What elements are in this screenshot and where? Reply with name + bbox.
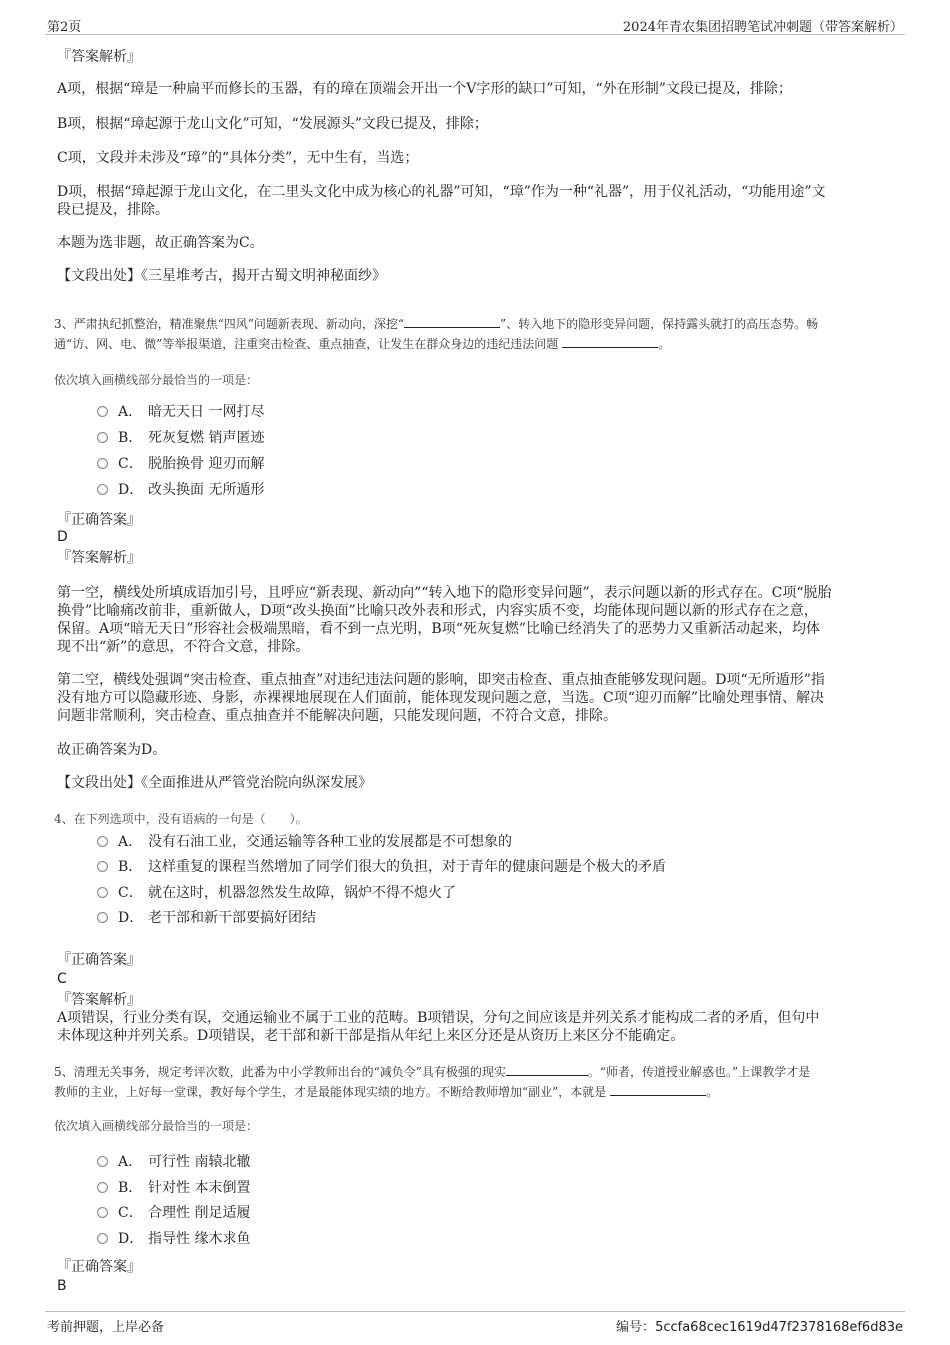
source-label: 【文段出处】 [57,268,141,284]
q5-prompt: 依次填入画横线部分最恰当的一项是： [54,1119,259,1133]
page-footer [45,1311,905,1334]
q5-answer: B [57,1278,67,1294]
radio-icon[interactable] [97,861,108,872]
q5-answer-label: 『正确答案』 [57,1259,141,1275]
q3-analysis-p2-line3: 问题非常顺利，突击检查、重点抽查并不能解决问题，只能发现问题，不符合文意，排除。 [57,708,617,724]
q3-stem-part3: 通“访、网、电、微”等举报渠道，注重突击检查、重点抽查，让发生在群众身边的违纪违法问题 [54,337,559,351]
radio-icon[interactable] [97,887,108,898]
q3-option-c[interactable]: C． 脱胎换骨 迎刃而解 [97,454,264,474]
radio-icon[interactable] [97,912,108,923]
q5-stem [54,1062,902,1102]
q4-option-b[interactable]: B． 这样重复的课程当然增加了同学们很大的负担，对于青年的健康问题是个极大的矛盾 [97,857,666,877]
source-label: 【文段出处】 [57,775,141,791]
blank-line [562,334,658,348]
q5-stem-part1: 5、清理无关事务，规定考评次数，此番为中小学教师出台的“减负令”具有极强的现实 [54,1065,506,1079]
q5-stem-part4: 。 [706,1085,719,1099]
document-title: 2024年青农集团招聘笔试冲刺题（带答案解析） [622,20,903,35]
page-number: 第2页 [47,20,82,35]
q4-answer: C [57,971,67,987]
q3-analysis-label: 『答案解析』 [57,550,141,566]
q5-option-c[interactable]: C． 合理性 削足适履 [97,1203,250,1223]
radio-icon[interactable] [97,1207,108,1218]
q4-analysis-label: 『答案解析』 [57,992,141,1008]
q5-option-a[interactable]: A． 可行性 南辕北辙 [97,1152,250,1172]
q3-option-a[interactable]: A． 暗无天日 一网打尽 [97,402,264,422]
footer-slogan: 考前押题，上岸必备 [47,1320,165,1335]
q3-analysis-p1-line4: 现不出“新”的意思，不符合文意，排除。 [57,639,310,655]
q2-analysis-d-line1: D项，根据“璋起源于龙山文化，在二里头文化中成为核心的礼器”可知，“璋”作为一种“礼器”，用于仪礼活动，“功能用途”文 [57,184,826,200]
source-title: 《全面推进从严管党治院向纵深发展》 [141,775,372,791]
radio-icon[interactable] [97,432,108,443]
q3-stem-part4: 。 [658,337,671,351]
q3-stem-part1: 3、严肃执纪抓整治，精准聚焦“四风”问题新表现、新动向，深挖“ [54,317,405,331]
q3-analysis-p1-line2: 换骨”比喻痛改前非，重新做人，D项“改头换面”比喻只改外表和形式，内容实质不变，均能体现问题以新的形式存在之意， [57,603,818,619]
q5-stem-part2: 。“师者，传道授业解惑也。”上课教学才是 [587,1065,811,1079]
radio-icon[interactable] [97,1233,108,1244]
q3-source [57,773,372,793]
q2-conclusion: 本题为选非题，故正确答案为C。 [57,235,264,251]
q3-answer-label: 『正确答案』 [57,512,141,528]
q3-stem-part2: ”、转入地下的隐形变异问题，保持露头就打的高压态势。畅 [500,317,819,331]
radio-icon[interactable] [97,484,108,495]
q2-analysis-c: C项，文段并未涉及“璋”的“具体分类”，无中生有，当选； [57,150,419,166]
q3-stem [54,314,902,354]
document-code [616,1316,903,1335]
q4-option-d[interactable]: D． 老干部和新干部要搞好团结 [97,908,316,928]
q2-analysis-a: A项，根据“璋是一种扁平而修长的玉器，有的璋在顶端会开出一个V字形的缺口”可知，“外在形制”文段已提及，排除； [57,81,792,97]
q3-option-d[interactable]: D． 改头换面 无所遁形 [97,480,264,500]
q4-option-c[interactable]: C． 就在这时，机器忽然发生故障，锅炉不得不熄火了 [97,883,456,903]
blank-line [404,314,500,328]
q3-conclusion: 故正确答案为D。 [57,742,167,758]
radio-icon[interactable] [97,1182,108,1193]
q3-analysis-p1-line3: 保留。A项“暗无天日”形容社会极端黑暗，看不到一点光明，B项“死灰复燃”比喻已经消失了的恶势力又重新活动起来，均体 [57,621,821,637]
source-title: 《三星堆考古，揭开古蜀文明神秘面纱》 [141,268,386,284]
code-label: 编号： [616,1320,656,1335]
code-value: 5ccfa68cec1619d47f2378168ef6d83e [655,1320,903,1335]
q3-answer: D [57,529,68,545]
q3-analysis-p2-line1: 第二空，横线处强调“突击检查、重点抽查”对违纪违法问题的影响，即突击检查、重点抽查能够发现问题。D项“无所遁形”指 [57,672,825,688]
q3-option-b[interactable]: B． 死灰复燃 销声匿迹 [97,428,264,448]
q3-analysis-p2-line2: 没有地方可以隐藏形迹、身影，赤裸裸地展现在人们面前，能体现发现问题之意，当选。C项“迎刃而解”比喻处理事情、解决 [57,690,825,706]
q5-option-d[interactable]: D． 指导性 缘木求鱼 [97,1229,250,1249]
q4-answer-label: 『正确答案』 [57,952,141,968]
q5-stem-part3: 教师的主业，上好每一堂课，教好每个学生，才是最能体现实绩的地方。不断给教师增加“副业”，本就是 [54,1085,607,1099]
q2-source [57,266,386,286]
q2-analysis-label: 『答案解析』 [57,49,141,65]
radio-icon[interactable] [97,1156,108,1167]
q2-analysis-d-line2: 段已提及，排除。 [57,202,169,218]
q5-option-b[interactable]: B． 针对性 本末倒置 [97,1178,250,1198]
radio-icon[interactable] [97,458,108,469]
q3-analysis-p1-line1: 第一空，横线处所填成语加引号，且呼应“新表现、新动向”“转入地下的隐形变异问题”，表示问题以新的形式存在。C项“脱胎 [57,585,832,601]
page-header [45,14,905,35]
q4-analysis-line2: 未体现这种并列关系。D项错误，老干部和新干部是指从年纪上来区分还是从资历上来区分不能确定。 [57,1028,685,1044]
radio-icon[interactable] [97,836,108,847]
q3-prompt: 依次填入画横线部分最恰当的一项是： [54,373,259,387]
q4-analysis-line1: A项错误，行业分类有误，交通运输业不属于工业的范畴。B项错误，分句之间应该是并列关系才能构成二者的矛盾，但句中 [57,1010,820,1026]
blank-line [610,1082,706,1096]
q4-stem: 4、在下列选项中，没有语病的一句是（ ）。 [54,812,308,826]
q2-analysis-b: B项，根据“璋起源于龙山文化”可知，“发展源头”文段已提及，排除； [57,116,488,132]
radio-icon[interactable] [97,406,108,417]
q4-option-a[interactable]: A． 没有石油工业，交通运输等各种工业的发展都是不可想象的 [97,832,512,852]
blank-line [506,1062,588,1076]
